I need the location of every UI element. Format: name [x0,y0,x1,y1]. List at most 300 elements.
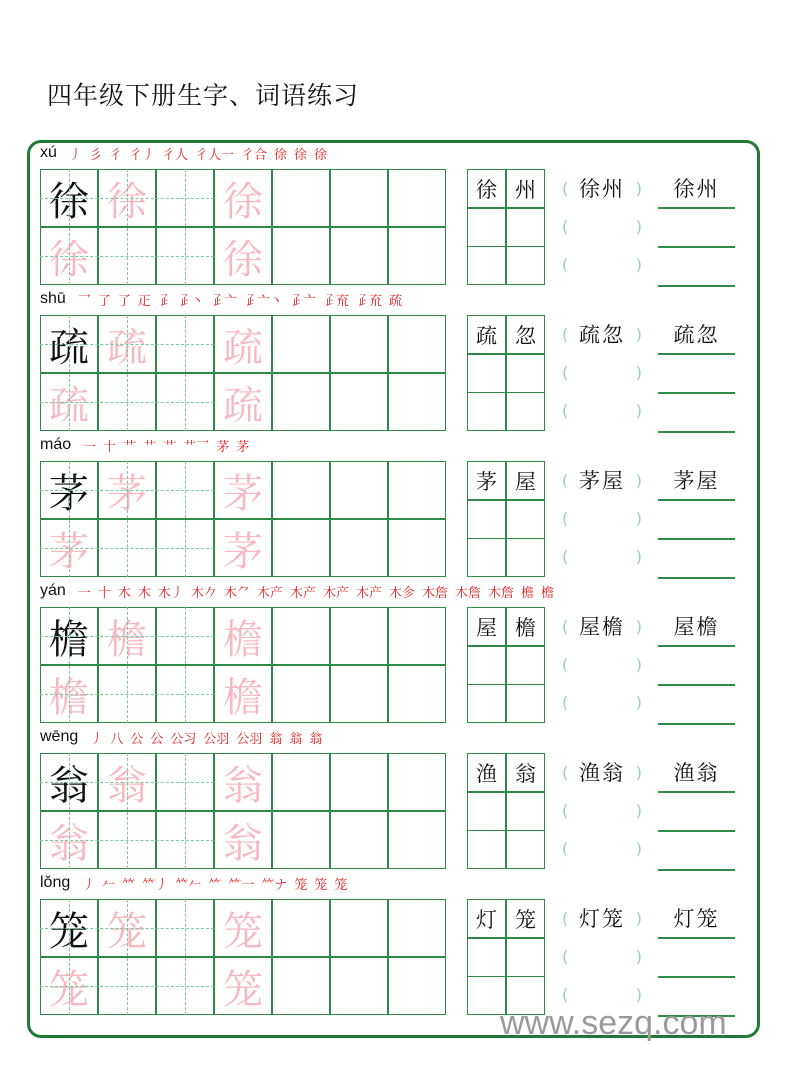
paren-blank[interactable] [562,941,642,971]
writing-cell[interactable] [272,227,330,285]
stroke-step: 木 [117,585,131,601]
stroke-step: 艹乛 [183,439,210,455]
stroke-step: 𠂉 [102,877,116,893]
open-paren: ( [562,984,569,1004]
stroke-step: 彳 [108,147,122,163]
guide-line [40,256,214,257]
stroke-order-row [40,726,329,748]
write-line[interactable] [658,976,735,978]
trace-character: 翁 [214,811,272,869]
guide-line [40,490,214,491]
trace-character: 疏 [214,373,272,431]
close-paren: ) [635,838,642,858]
writing-cell[interactable] [388,957,446,1015]
stroke-step: 翁 [309,731,323,747]
stroke-step: 彳丿 [128,147,155,163]
open-paren: ( [562,616,569,636]
trace-character: 笼 [40,957,98,1015]
word-writing-cell[interactable] [506,938,545,977]
underline-column [658,315,735,431]
open-paren: ( [562,254,569,274]
write-line[interactable] [658,499,735,501]
guide-line [127,753,128,869]
paren-word: 灯笼 [579,907,625,931]
word-character: 疏 [467,315,506,354]
stroke-step: 𥫗𠂉 [175,877,202,893]
stroke-step: 笼 [334,877,348,893]
close-paren: ) [635,692,642,712]
writing-cell[interactable] [388,373,446,431]
guide-line [127,169,128,285]
write-line[interactable] [658,684,735,686]
paren-word: 屋檐 [579,615,625,639]
pinyin-label: wēng [40,728,79,745]
stroke-step: 丿 [82,877,96,893]
open-paren: ( [562,838,569,858]
write-line[interactable] [658,723,735,725]
close-paren: ) [635,984,642,1004]
writing-cell[interactable] [330,665,388,723]
stroke-step: 艹 [123,439,137,455]
trace-character: 檐 [98,607,156,665]
writing-cell[interactable] [272,957,330,1015]
stroke-step: 丿 [68,147,82,163]
stroke-step: 彳人 [161,147,188,163]
stroke-step: 十 [97,585,111,601]
stroke-step: 笼 [314,877,328,893]
stroke-step: 笼 [294,877,308,893]
page-title: 四年级下册生字、词语练习 [47,81,360,110]
guide-line [185,315,186,431]
write-line[interactable] [658,538,735,540]
paren-column [562,753,642,869]
stroke-step: 公 [130,731,144,747]
word-box [467,899,545,1015]
writing-cell[interactable] [272,899,330,957]
word-writing-cell[interactable] [506,684,545,723]
writing-cell[interactable] [388,607,446,665]
guide-line [40,840,214,841]
write-line[interactable] [658,937,735,939]
write-line[interactable] [658,830,735,832]
stroke-step: 檐 [521,585,535,601]
stroke-step: 茅 [236,439,250,455]
stroke-step: 徐 [314,147,328,163]
paren-blank[interactable] [562,503,642,533]
paren-blank [562,173,642,203]
write-line[interactable] [658,392,735,394]
stroke-order-row [40,434,256,456]
writing-cell[interactable] [330,753,388,811]
paren-column [562,315,642,431]
stroke-step: 檐 [541,585,555,601]
stroke-step: ⺮ [208,877,222,893]
write-line[interactable] [658,353,735,355]
word-writing-cell[interactable] [506,646,545,685]
stroke-step: 一 [77,585,91,601]
stroke-step: ⺮ナ [261,877,288,893]
stroke-step: 木詹 [488,585,515,601]
paren-blank[interactable] [562,795,642,825]
word-writing-cell[interactable] [467,354,506,393]
open-paren: ( [562,762,569,782]
word-writing-cell[interactable] [467,830,506,869]
paren-blank [562,465,642,495]
model-character: 笼 [40,899,98,957]
paren-blank [562,319,642,349]
writing-cell[interactable] [272,169,330,227]
word-writing-cell[interactable] [506,392,545,431]
close-paren: ) [635,178,642,198]
writing-cell[interactable] [388,169,446,227]
paren-blank[interactable] [562,649,642,679]
stroke-order-row [40,872,354,894]
guide-line [69,169,70,285]
stroke-step: 丿 [90,731,104,747]
open-paren: ( [562,324,569,344]
guide-line [40,782,214,783]
guide-line [185,753,186,869]
paren-blank[interactable] [562,395,642,425]
watermark: www.sezq.com [500,1004,727,1042]
paren-word: 渔翁 [579,761,625,785]
word-writing-cell[interactable] [467,246,506,285]
paren-column [562,461,642,577]
trace-character: 笼 [98,899,156,957]
guide-line [69,753,70,869]
writing-cell[interactable] [330,957,388,1015]
underline-column [658,753,735,869]
word-box [467,461,545,577]
stroke-step: 𤴓 [137,293,151,309]
stroke-step: ⺮一 [228,877,255,893]
practice-grid [40,315,446,431]
stroke-step: 彳人一 [194,147,234,163]
stroke-step: 艹 [163,439,177,455]
stroke-step: 木詹 [421,585,448,601]
stroke-step: 一 [83,439,97,455]
writing-cell[interactable] [272,607,330,665]
paren-column [562,899,642,1015]
open-paren: ( [562,654,569,674]
writing-cell[interactable] [388,227,446,285]
stroke-step: 八 [110,731,124,747]
word-box [467,315,545,431]
underline-word: 徐州 [673,177,720,201]
stroke-step: 乛 [77,293,91,309]
trace-character: 疏 [98,315,156,373]
stroke-step: 公习 [170,731,197,747]
write-line[interactable] [658,207,735,209]
paren-blank[interactable] [562,211,642,241]
paren-blank[interactable] [562,541,642,571]
write-line[interactable] [658,577,735,579]
word-writing-cell[interactable] [467,500,506,539]
word-writing-cell[interactable] [467,684,506,723]
trace-character: 檐 [214,665,272,723]
trace-character: 徐 [98,169,156,227]
stroke-step: 艹 [143,439,157,455]
word-writing-cell[interactable] [467,538,506,577]
underline-column [658,899,735,1015]
word-character: 屋 [506,461,545,500]
trace-character: 徐 [40,227,98,285]
underline-word: 灯笼 [673,907,720,931]
write-line[interactable] [658,246,735,248]
writing-cell[interactable] [330,227,388,285]
writing-cell[interactable] [388,519,446,577]
word-character: 屋 [467,607,506,646]
close-paren: ) [635,508,642,528]
writing-cell[interactable] [272,519,330,577]
trace-character: 疏 [40,373,98,431]
write-line[interactable] [658,869,735,871]
writing-cell[interactable] [330,899,388,957]
underline-word: 茅屋 [673,469,720,493]
word-writing-cell[interactable] [506,500,545,539]
guide-line [127,607,128,723]
stroke-step: 𤴔㐬 [355,293,382,309]
guide-line [40,198,214,199]
writing-cell[interactable] [272,811,330,869]
stroke-step: 木产 [322,585,349,601]
open-paren: ( [562,800,569,820]
word-character: 灯 [467,899,506,938]
close-paren: ) [635,362,642,382]
writing-cell[interactable] [330,607,388,665]
open-paren: ( [562,508,569,528]
word-box [467,753,545,869]
stroke-step: 翁 [289,731,303,747]
underline-column [658,169,735,285]
pinyin-label: yán [40,582,66,599]
stroke-step: 徐 [274,147,288,163]
word-writing-cell[interactable] [506,354,545,393]
writing-cell[interactable] [330,811,388,869]
stroke-step: 𤴔 [157,293,171,309]
word-box [467,169,545,285]
stroke-step: 木丿 [157,585,184,601]
open-paren: ( [562,546,569,566]
guide-line [69,899,70,1015]
stroke-step: 茅 [216,439,230,455]
trace-character: 翁 [40,811,98,869]
guide-line [40,402,214,403]
close-paren: ) [635,546,642,566]
underline-column [658,461,735,577]
pinyin-label: xú [40,144,57,161]
guide-line [40,344,214,345]
writing-cell[interactable] [388,461,446,519]
underline-word: 疏忽 [673,323,720,347]
stroke-step: 彳合 [241,147,268,163]
paren-blank[interactable] [562,687,642,717]
stroke-order-row [40,142,334,164]
paren-blank[interactable] [562,357,642,387]
practice-grid [40,461,446,577]
underline-column [658,607,735,723]
stroke-step: 了 [97,293,111,309]
stroke-step: 木㐱 [388,585,415,601]
stroke-step: 木产 [289,585,316,601]
paren-word: 茅屋 [579,469,625,493]
practice-grid [40,899,446,1015]
stroke-step: 翁 [269,731,283,747]
word-writing-cell[interactable] [506,538,545,577]
guide-line [185,169,186,285]
word-writing-cell[interactable] [506,246,545,285]
close-paren: ) [635,254,642,274]
word-writing-cell[interactable] [467,938,506,977]
stroke-step: 木产 [256,585,283,601]
trace-character: 徐 [214,227,272,285]
writing-cell[interactable] [330,315,388,373]
writing-cell[interactable] [388,753,446,811]
trace-character: 檐 [40,665,98,723]
guide-line [185,607,186,723]
paren-blank[interactable] [562,833,642,863]
close-paren: ) [635,216,642,236]
write-line[interactable] [658,645,735,647]
word-character: 忽 [506,315,545,354]
trace-character: 翁 [98,753,156,811]
stroke-step: 公羽 [236,731,263,747]
trace-character: 翁 [214,753,272,811]
close-paren: ) [635,470,642,490]
trace-character: 茅 [214,519,272,577]
guide-line [40,694,214,695]
writing-cell[interactable] [272,461,330,519]
trace-character: 茅 [214,461,272,519]
paren-blank[interactable] [562,249,642,279]
stroke-step: 𤴔亠 [210,293,237,309]
open-paren: ( [562,692,569,712]
close-paren: ) [635,946,642,966]
guide-line [40,986,214,987]
guide-line [69,607,70,723]
writing-cell[interactable] [388,811,446,869]
stroke-order-row [40,580,561,602]
word-character: 檐 [506,607,545,646]
pinyin-label: máo [40,436,72,453]
word-character: 茅 [467,461,506,500]
stroke-step: 公羽 [203,731,230,747]
stroke-step: 徐 [294,147,308,163]
underline-word: 渔翁 [673,761,720,785]
writing-cell[interactable] [330,373,388,431]
writing-cell[interactable] [272,315,330,373]
stroke-step: 𤴔㐬 [322,293,349,309]
writing-cell[interactable] [272,753,330,811]
trace-character: 茅 [98,461,156,519]
model-character: 茅 [40,461,98,519]
writing-cell[interactable] [330,461,388,519]
paren-blank [562,757,642,787]
paren-blank [562,611,642,641]
practice-grid [40,607,446,723]
guide-line [127,461,128,577]
guide-line [127,315,128,431]
word-box [467,607,545,723]
paren-column [562,607,642,723]
guide-line [185,461,186,577]
writing-cell[interactable] [388,665,446,723]
stroke-step: 木𠂊 [190,585,217,601]
close-paren: ) [635,400,642,420]
model-character: 翁 [40,753,98,811]
close-paren: ) [635,654,642,674]
stroke-step: 了 [117,293,131,309]
paren-blank [562,903,642,933]
word-writing-cell[interactable] [467,646,506,685]
writing-cell[interactable] [330,519,388,577]
practice-grid [40,169,446,285]
word-character: 徐 [467,169,506,208]
word-writing-cell[interactable] [467,392,506,431]
model-character: 徐 [40,169,98,227]
stroke-step: 彡 [88,147,102,163]
word-writing-cell[interactable] [506,208,545,247]
paren-word: 徐州 [579,177,625,201]
stroke-step: 木詹 [455,585,482,601]
word-character: 州 [506,169,545,208]
guide-line [69,461,70,577]
stroke-step: 疏 [388,293,402,309]
writing-cell[interactable] [272,665,330,723]
word-writing-cell[interactable] [506,830,545,869]
guide-line [127,899,128,1015]
writing-cell[interactable] [388,899,446,957]
write-line[interactable] [658,791,735,793]
open-paren: ( [562,946,569,966]
open-paren: ( [562,178,569,198]
write-line[interactable] [658,285,735,287]
paren-column [562,169,642,285]
pinyin-label: shū [40,290,66,307]
stroke-step: 公 [150,731,164,747]
word-character: 渔 [467,753,506,792]
stroke-step: 十 [103,439,117,455]
stroke-order-row [40,288,409,310]
writing-cell[interactable] [272,373,330,431]
open-paren: ( [562,216,569,236]
word-writing-cell[interactable] [467,208,506,247]
close-paren: ) [635,324,642,344]
word-character: 笼 [506,899,545,938]
open-paren: ( [562,362,569,382]
close-paren: ) [635,908,642,928]
write-line[interactable] [658,431,735,433]
guide-line [40,636,214,637]
guide-line [69,315,70,431]
underline-word: 屋檐 [673,615,720,639]
open-paren: ( [562,400,569,420]
stroke-step: 木⺈ [223,585,250,601]
word-writing-cell[interactable] [467,792,506,831]
model-character: 檐 [40,607,98,665]
writing-cell[interactable] [388,315,446,373]
writing-cell[interactable] [330,169,388,227]
practice-grid [40,753,446,869]
trace-character: 茅 [40,519,98,577]
trace-character: 笼 [214,957,272,1015]
guide-line [185,899,186,1015]
word-writing-cell[interactable] [506,792,545,831]
pinyin-label: lǒng [40,874,71,891]
model-character: 疏 [40,315,98,373]
close-paren: ) [635,616,642,636]
trace-character: 檐 [214,607,272,665]
